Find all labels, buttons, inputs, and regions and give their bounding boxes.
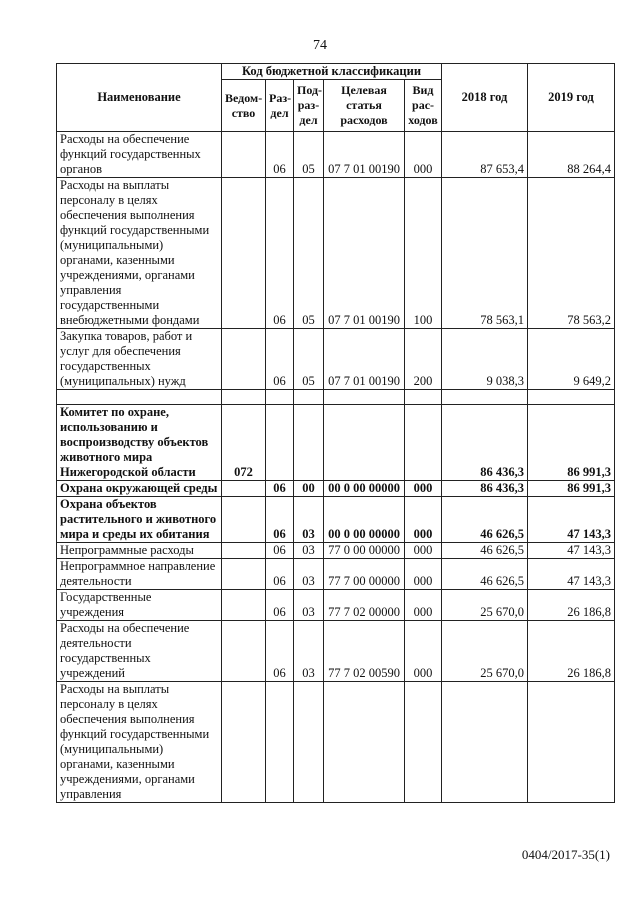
row-vid-rashodov: 100 xyxy=(405,178,442,329)
row-name: Непрограммное направление деятельности xyxy=(57,559,222,590)
row-amount-2018 xyxy=(442,682,528,803)
row-amount-2019: 26 186,8 xyxy=(528,621,615,682)
row-name: Комитет по охране, использованию и воспроизводству объектов животного мира Нижегородской области xyxy=(57,405,222,481)
row-razdel: 06 xyxy=(266,497,294,543)
header-vedomstvo: Ведом-ство xyxy=(222,80,266,132)
row-amount-2019: 78 563,2 xyxy=(528,178,615,329)
row-podrazdel xyxy=(294,405,324,481)
document-code: 0404/2017-35(1) xyxy=(521,847,610,862)
row-celevaya-statya: 77 7 00 00000 xyxy=(324,559,405,590)
table-body xyxy=(57,132,615,803)
table-row xyxy=(57,543,615,559)
row-podrazdel: 03 xyxy=(294,497,324,543)
table-row xyxy=(57,497,615,543)
row-razdel xyxy=(266,405,294,481)
row-razdel: 06 xyxy=(266,621,294,682)
row-vedomstvo xyxy=(222,590,266,621)
budget-table xyxy=(56,63,615,803)
row-amount-2018: 46 626,5 xyxy=(442,497,528,543)
row-vid-rashodov: 000 xyxy=(405,543,442,559)
row-celevaya-statya: 77 0 00 00000 xyxy=(324,543,405,559)
row-amount-2019: 86 991,3 xyxy=(528,481,615,497)
table-row xyxy=(57,329,615,390)
row-podrazdel: 03 xyxy=(294,621,324,682)
row-vedomstvo xyxy=(222,132,266,178)
row-celevaya-statya xyxy=(324,682,405,803)
row-razdel: 06 xyxy=(266,132,294,178)
row-amount-2018: 86 436,3 xyxy=(442,481,528,497)
row-amount-2018: 46 626,5 xyxy=(442,559,528,590)
row-amount-2019: 9 649,2 xyxy=(528,329,615,390)
row-razdel: 06 xyxy=(266,178,294,329)
row-amount-2019: 47 143,3 xyxy=(528,497,615,543)
table-row xyxy=(57,621,615,682)
table-row xyxy=(57,590,615,621)
row-vedomstvo xyxy=(222,329,266,390)
row-celevaya-statya: 77 7 02 00000 xyxy=(324,590,405,621)
row-celevaya-statya: 07 7 01 00190 xyxy=(324,329,405,390)
table-row xyxy=(57,481,615,497)
table-row xyxy=(57,178,615,329)
row-razdel: 06 xyxy=(266,329,294,390)
header-vid-rashodov: Вид рас-ходов xyxy=(405,80,442,132)
header-name: Наименование xyxy=(57,64,222,132)
row-vedomstvo xyxy=(222,481,266,497)
row-name: Охрана объектов растительного и животного мира и среды их обитания xyxy=(57,497,222,543)
row-podrazdel: 05 xyxy=(294,178,324,329)
row-vedomstvo xyxy=(222,178,266,329)
table-row xyxy=(57,559,615,590)
row-vedomstvo xyxy=(222,621,266,682)
row-amount-2018: 78 563,1 xyxy=(442,178,528,329)
row-vid-rashodov: 200 xyxy=(405,329,442,390)
row-amount-2018: 87 653,4 xyxy=(442,132,528,178)
spacer-row xyxy=(57,390,615,405)
row-name: Расходы на обеспечение функций государственных органов xyxy=(57,132,222,178)
row-razdel: 06 xyxy=(266,559,294,590)
row-celevaya-statya: 00 0 00 00000 xyxy=(324,481,405,497)
table-header xyxy=(57,64,615,132)
row-amount-2019: 26 186,8 xyxy=(528,590,615,621)
row-podrazdel: 05 xyxy=(294,329,324,390)
header-celevaya-statya: Целевая статья расходов xyxy=(324,80,405,132)
row-vedomstvo xyxy=(222,559,266,590)
row-celevaya-statya: 07 7 01 00190 xyxy=(324,178,405,329)
row-vid-rashodov xyxy=(405,405,442,481)
header-razdel: Раз-дел xyxy=(266,80,294,132)
row-amount-2019 xyxy=(528,682,615,803)
row-amount-2018: 9 038,3 xyxy=(442,329,528,390)
row-razdel: 06 xyxy=(266,481,294,497)
row-amount-2018: 46 626,5 xyxy=(442,543,528,559)
row-name: Расходы на выплаты персоналу в целях обеспечения выполнения функций государственными (муниципальными) органами, казенными учреждениями, органами управления xyxy=(57,682,222,803)
table-row xyxy=(57,405,615,481)
row-celevaya-statya: 77 7 02 00590 xyxy=(324,621,405,682)
row-vid-rashodov: 000 xyxy=(405,621,442,682)
row-razdel: 06 xyxy=(266,543,294,559)
row-amount-2018: 25 670,0 xyxy=(442,621,528,682)
row-vedomstvo xyxy=(222,543,266,559)
row-name: Расходы на выплаты персоналу в целях обеспечения выполнения функций государственными (муниципальными) органами, казенными учреждениями, органами управления государственными внебюджетными фондами xyxy=(57,178,222,329)
row-name: Непрограммные расходы xyxy=(57,543,222,559)
row-vedomstvo xyxy=(222,497,266,543)
row-podrazdel: 00 xyxy=(294,481,324,497)
row-vid-rashodov: 000 xyxy=(405,590,442,621)
header-podrazdel: Под-раз-дел xyxy=(294,80,324,132)
table-row xyxy=(57,132,615,178)
row-name: Закупка товаров, работ и услуг для обеспечения государственных (муниципальных) нужд xyxy=(57,329,222,390)
row-vid-rashodov: 000 xyxy=(405,481,442,497)
row-podrazdel: 05 xyxy=(294,132,324,178)
row-celevaya-statya xyxy=(324,405,405,481)
row-amount-2019: 88 264,4 xyxy=(528,132,615,178)
row-vid-rashodov xyxy=(405,682,442,803)
row-vid-rashodov: 000 xyxy=(405,132,442,178)
row-amount-2019: 47 143,3 xyxy=(528,559,615,590)
table-row xyxy=(57,682,615,803)
header-budget-code: Код бюджетной классификации xyxy=(222,64,442,80)
row-amount-2018: 25 670,0 xyxy=(442,590,528,621)
header-year-2019: 2019 год xyxy=(528,64,615,132)
row-podrazdel: 03 xyxy=(294,543,324,559)
row-vedomstvo xyxy=(222,682,266,803)
row-razdel xyxy=(266,682,294,803)
row-vid-rashodov: 000 xyxy=(405,497,442,543)
row-amount-2019: 86 991,3 xyxy=(528,405,615,481)
row-celevaya-statya: 00 0 00 00000 xyxy=(324,497,405,543)
row-vedomstvo: 072 xyxy=(222,405,266,481)
row-name: Расходы на обеспечение деятельности государственных учреждений xyxy=(57,621,222,682)
row-amount-2019: 47 143,3 xyxy=(528,543,615,559)
row-name: Государственные учреждения xyxy=(57,590,222,621)
row-podrazdel xyxy=(294,682,324,803)
row-razdel: 06 xyxy=(266,590,294,621)
row-celevaya-statya: 07 7 01 00190 xyxy=(324,132,405,178)
row-vid-rashodov: 000 xyxy=(405,559,442,590)
row-amount-2018: 86 436,3 xyxy=(442,405,528,481)
row-podrazdel: 03 xyxy=(294,590,324,621)
page-number: 74 xyxy=(313,38,327,53)
header-year-2018: 2018 год xyxy=(442,64,528,132)
row-name: Охрана окружающей среды xyxy=(57,481,222,497)
row-podrazdel: 03 xyxy=(294,559,324,590)
